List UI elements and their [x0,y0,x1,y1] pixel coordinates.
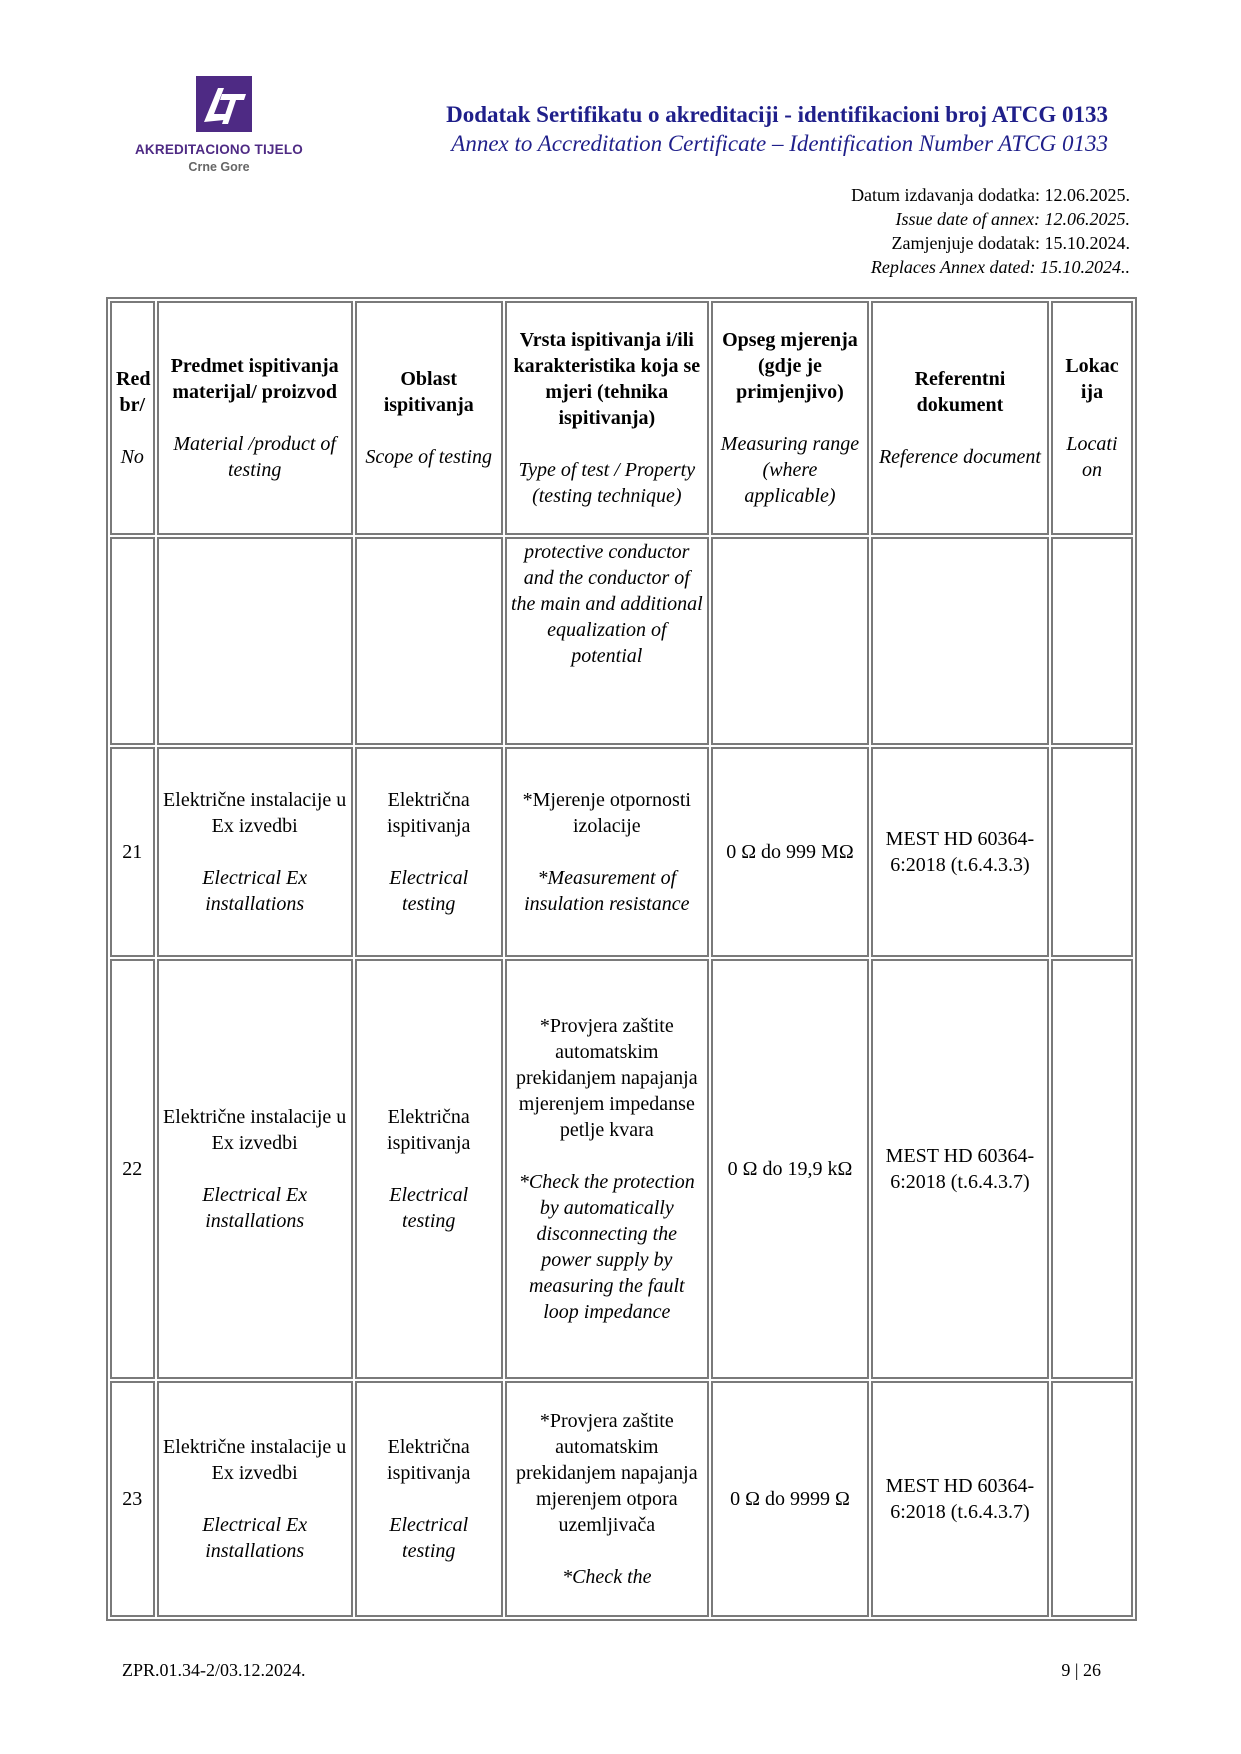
cell-reference: MEST HD 60364-6:2018 (t.6.4.3.3) [871,747,1049,957]
cell-reference: MEST HD 60364-6:2018 (t.6.4.3.7) [871,1381,1049,1617]
issue-date-en: Issue date of annex: 12.06.2025. [895,209,1130,229]
table-row [110,959,1133,1379]
cell-type: *Provjera zaštite automatskim prekidanjem napajanja mjerenjem impedanse petlje kvara *Check the protection by automatically disconnecting the power supply by measuring the fault loop impedance [505,959,709,1379]
cell-material: Električne instalacije u Ex izvedbi Electrical Ex installations [157,747,353,957]
logo-subtitle: Crne Gore [188,160,250,174]
cell-material: Električne instalacije u Ex izvedbi Electrical Ex installations [157,959,353,1379]
cell-type: protective conductor and the conductor of the main and additional equalization of potential [505,537,709,745]
cell-no: 23 [110,1381,155,1617]
header-type: Vrsta ispitivanja i/ili karakteristika koja se mjeri (tehnika ispitivanja) Type of test / Property (testing technique) [505,301,709,535]
table-row [110,1381,1133,1617]
logo-name: AKREDITACIONO TIJELO [134,142,303,157]
accreditation-table [106,297,1137,1621]
replaces-date: Zamjenjuje dodatak: 15.10.2024. [891,233,1130,253]
cell-material [157,537,353,745]
dates-block [851,183,1130,279]
cell-material: Električne instalacije u Ex izvedbi Electrical Ex installations [157,1381,353,1617]
cell-location [1051,747,1133,957]
cell-reference [871,537,1049,745]
cell-reference: MEST HD 60364-6:2018 (t.6.4.3.7) [871,959,1049,1379]
cell-scope: Električna ispitivanja Electrical testing [355,747,503,957]
header-scope: Oblast ispitivanja Scope of testing [355,301,503,535]
cell-range: 0 Ω do 19,9 kΩ [711,959,869,1379]
table-row [110,747,1133,957]
accreditation-logo [124,76,314,180]
table-row-continued [110,537,1133,745]
cell-scope [355,537,503,745]
cell-range [711,537,869,745]
page-number: 9 | 26 [1061,1660,1101,1680]
cell-range: 0 Ω do 999 MΩ [711,747,869,957]
replaces-date-en: Replaces Annex dated: 15.10.2024.. [870,257,1130,277]
cell-no [110,537,155,745]
cell-type: *Provjera zaštite automatskim prekidanjem napajanja mjerenjem otpora uzemljivača *Check the [505,1381,709,1617]
page-title: Dodatak Sertifikatu o akreditaciji - identifikacioni broj ATCG 0133 [446,102,1108,127]
cell-location [1051,1381,1133,1617]
cell-location [1051,537,1133,745]
cell-location [1051,959,1133,1379]
issue-date: Datum izdavanja dodatka: 12.06.2025. [851,185,1130,205]
at-logo-icon [196,76,252,132]
header-no: Red br/ No [110,301,155,535]
document-code: ZPR.01.34-2/03.12.2024. [122,1660,306,1680]
header-range: Opseg mjerenja (gdje je primjenjivo) Measuring range (where applicable) [711,301,869,535]
header-material: Predmet ispitivanja materijal/ proizvod Material /product of testing [157,301,353,535]
cell-no: 21 [110,747,155,957]
table-header-row [110,301,1133,535]
cell-range: 0 Ω do 9999 Ω [711,1381,869,1617]
header-location: Lokac ija Locati on [1051,301,1133,535]
cell-type: *Mjerenje otpornosti izolacije *Measurement of insulation resistance [505,747,709,957]
cell-scope: Električna ispitivanja Electrical testing [355,1381,503,1617]
cell-no: 22 [110,959,155,1379]
header-reference: Referentni dokument Reference document [871,301,1049,535]
cell-scope: Električna ispitivanja Electrical testing [355,959,503,1379]
page-subtitle: Annex to Accreditation Certificate – Identification Number ATCG 0133 [451,131,1108,156]
